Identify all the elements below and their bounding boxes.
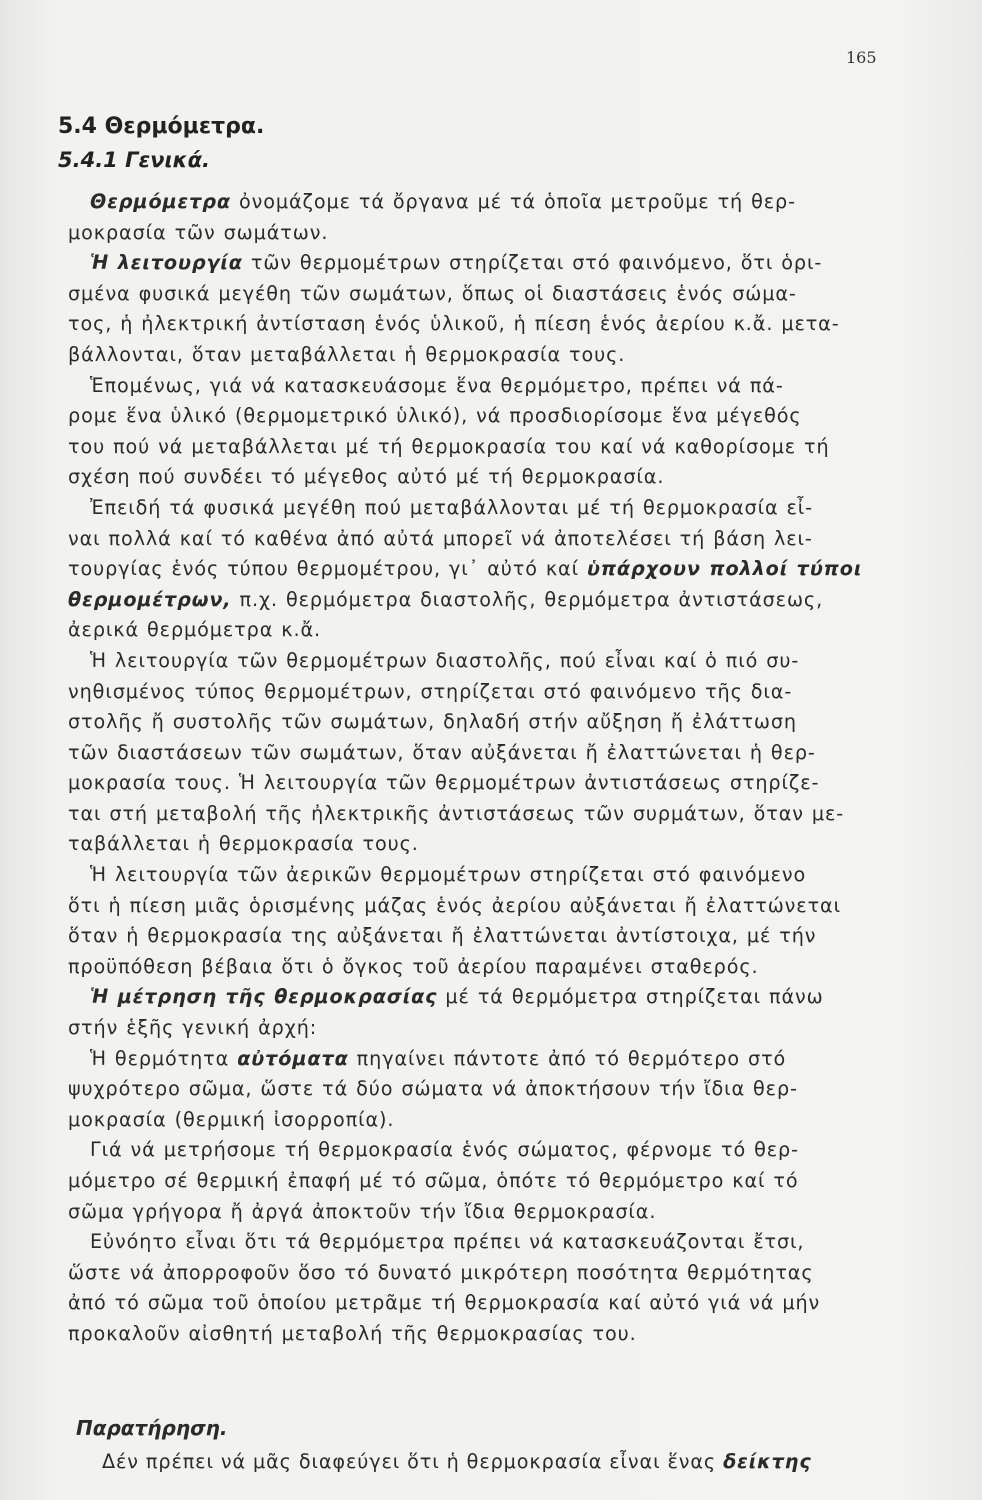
text-line xyxy=(68,187,910,218)
text-fragment: τουργίας ἑνός τύπου θερμομέτρου, γι᾿ αὐτό καί xyxy=(68,557,587,581)
text-line: Ἡ λειτουργία τῶν θερμομέτρων διαστολῆς, πού εἶναι καί ὁ πιό συ- xyxy=(90,648,800,672)
body-text xyxy=(68,187,910,1350)
text-line: μοκρασία τῶν σωμάτων. xyxy=(68,220,329,244)
text-line: Ἐπειδή τά φυσικά μεγέθη πού μεταβάλλονται μέ τή θερμοκρασία εἶ- xyxy=(90,495,814,519)
text-line: ταβάλλεται ἡ θερμοκρασία τους. xyxy=(68,832,419,856)
text-line: του πού νά μεταβάλλεται μέ τή θερμοκρασία του καί νά καθορίσομε τή xyxy=(68,434,830,458)
text-fragment: Δέν πρέπει νά μᾶς διαφεύγει ὅτι ἡ θερμοκρασία εἶναι ἕνας xyxy=(102,1450,724,1473)
text-line: προϋπόθεση βέβαια ὅτι ὁ ὄγκος τοῦ ἀερίου παραμένει σταθερός. xyxy=(68,954,759,978)
text-line: Γιά νά μετρήσομε τή θερμοκρασία ἑνός σώματος, φέρνομε τό θερ- xyxy=(90,1138,799,1162)
text-line: προκαλοῦν αἰσθητή μεταβολή τῆς θερμοκρασίας του. xyxy=(68,1321,637,1345)
text-line: ται στή μεταβολή τῆς ἠλεκτρικῆς ἀντιστάσεως τῶν συρμάτων, ὅταν με- xyxy=(68,801,845,825)
text-line: σμένα φυσικά μεγέθη τῶν σωμάτων, ὅπως οἱ διαστάσεις ἑνός σώμα- xyxy=(68,281,797,305)
text-fragment: π.χ. θερμόμετρα διαστολῆς, θερμόμετρα ἀντιστάσεως, xyxy=(231,587,824,611)
text-line: μοκρασία (θερμική ἰσορροπία). xyxy=(68,1107,395,1131)
text-line: ἀπό τό σῶμα τοῦ ὁποίου μετρᾶμε τή θερμοκρασία καί αὐτό γιά νά μήν xyxy=(68,1291,821,1315)
text-line: ὅτι ἡ πίεση μιᾶς ὁρισμένης μάζας ἑνός ἀερίου αὐξάνεται ἤ ἐλαττώνεται xyxy=(68,893,841,917)
text-line xyxy=(68,585,910,616)
text-line: νηθισμένος τύπος θερμομέτρων, στηρίζεται στό φαινόμενο τῆς δια- xyxy=(68,679,793,703)
observation-title: Παρατήρηση. xyxy=(76,1416,228,1440)
text-line: ρομε ἕνα ὑλικό (θερμομετρικό ὑλικό), νά προσδιορίσομε ἕνα μέγεθός xyxy=(68,404,802,428)
term-measurement: Ἡ μέτρηση τῆς θερμοκρασίας xyxy=(90,985,438,1009)
text-line xyxy=(68,248,910,279)
term-many-types: ὑπάρχουν πολλοί τύποι xyxy=(586,557,863,581)
term-thermometers: Θερμόμετρα xyxy=(90,190,231,213)
text-line xyxy=(68,982,910,1013)
text-line: τῶν διαστάσεων τῶν σωμάτων, ὅταν αὐξάνεται ἤ ἐλαττώνεται ἡ θερ- xyxy=(68,740,816,764)
text-line xyxy=(68,554,910,585)
text-line: μόμετρο σέ θερμική ἐπαφή μέ τό σῶμα, ὁπότε τό θερμόμετρο καί τό xyxy=(68,1169,799,1192)
text-line: ὅταν ἡ θερμοκρασία της αὐξάνεται ἤ ἐλαττώνεται ἀντίστοιχα, μέ τήν xyxy=(68,924,817,948)
text-line xyxy=(68,1044,910,1075)
text-line: στολῆς ἤ συστολῆς τῶν σωμάτων, δηλαδή στήν αὔξηση ἤ ἐλάττωση xyxy=(68,710,797,734)
text-fragment: ὀνομάζομε τά ὄργανα μέ τά ὁποῖα μετροῦμε τή θερ- xyxy=(231,190,796,213)
text-fragment: Ἡ θερμότητα xyxy=(90,1046,238,1070)
text-line: σῶμα γρήγορα ἤ ἀργά ἀποκτοῦν τήν ἴδια θερμοκρασία. xyxy=(68,1199,657,1223)
text-line: μοκρασία τους. Ἡ λειτουργία τῶν θερμομέτρων ἀντιστάσεως στηρίζε- xyxy=(68,771,820,795)
text-line: στήν ἑξῆς γενική ἀρχή: xyxy=(68,1016,318,1040)
term-indicator: δείκτης xyxy=(723,1450,812,1473)
text-fragment: τῶν θερμομέτρων στηρίζεται στό φαινόμενο, ὅτι ὁρι- xyxy=(242,251,823,275)
text-line: ἀερικά θερμόμετρα κ.ἄ. xyxy=(68,618,321,642)
term-operation: Ἡ λειτουργία xyxy=(90,251,243,275)
text-line: Εὐνόητο εἶναι ὅτι τά θερμόμετρα πρέπει νά κατασκευάζονται ἔτσι, xyxy=(90,1230,805,1254)
text-line: Ἑπομένως, γιά νά κατασκευάσομε ἕνα θερμόμετρο, πρέπει νά πά- xyxy=(90,373,784,397)
text-line: ναι πολλά καί τό καθένα ἀπό αὐτά μπορεῖ νά ἀποτελέσει τή βάση λει- xyxy=(68,526,813,550)
text-line: σχέση πού συνδέει τό μέγεθος αὐτό μέ τή θερμοκρασία. xyxy=(68,465,665,489)
term-automatically: αὐτόματα xyxy=(237,1046,349,1070)
subsection-title: 5.4.1 Γενικά. xyxy=(58,148,210,172)
section-title: 5.4 Θερμόμετρα. xyxy=(58,114,265,139)
text-line: ὥστε νά ἀπορροφοῦν ὅσο τό δυνατό μικρότερη ποσότητα θερμότητας xyxy=(68,1260,814,1284)
text-fragment: πηγαίνει πάντοτε ἀπό τό θερμότερο στό xyxy=(348,1046,787,1070)
text-line: βάλλονται, ὅταν μεταβάλλεται ἡ θερμοκρασία τους. xyxy=(68,342,626,366)
observation-text xyxy=(102,1450,922,1473)
term-thermometer-types: θερμομέτρων, xyxy=(68,587,232,611)
page-number: 165 xyxy=(846,48,877,67)
text-line: τος, ἡ ἠλεκτρική ἀντίσταση ἑνός ὑλικοῦ, ἡ πίεση ἑνός ἀερίου κ.ἄ. μετα- xyxy=(68,312,840,336)
text-fragment: μέ τά θερμόμετρα στηρίζεται πάνω xyxy=(437,985,824,1009)
text-line: Ἡ λειτουργία τῶν ἀερικῶν θερμομέτρων στηρίζεται στό φαινόμενο xyxy=(90,863,807,887)
text-line: ψυχρότερο σῶμα, ὥστε τά δύο σώματα νά ἀποκτήσουν τήν ἴδια θερ- xyxy=(68,1077,798,1101)
